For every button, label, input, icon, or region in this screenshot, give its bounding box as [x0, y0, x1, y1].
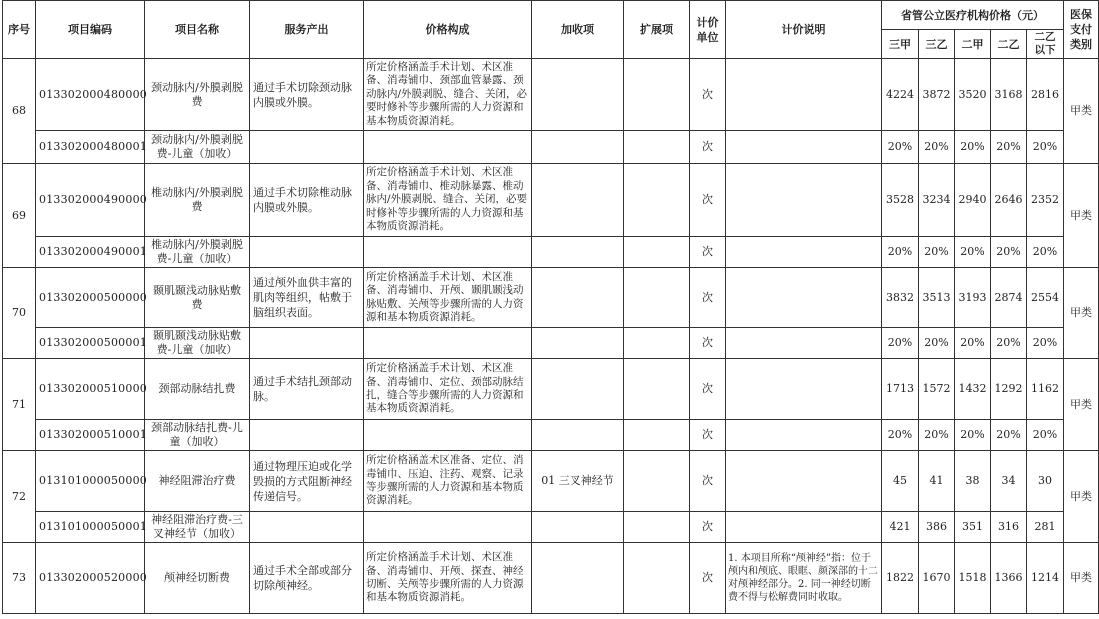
price-composition	[364, 237, 532, 268]
service-output: 通过颅外血供丰富的肌肉等组织，帖敷于脑组织表面。	[250, 268, 364, 328]
price-composition: 所定价格涵盖手术计划、术区准备、消毒铺巾、开颅、颞肌颞浅动脉贴敷、关颅等步骤所需的人力资源和基本物质资源消耗。	[364, 268, 532, 328]
row-seq: 72	[3, 451, 36, 543]
item-code: 013302000500000	[36, 268, 145, 328]
price-level-below-b2: 2352	[1027, 164, 1064, 237]
extension	[624, 268, 690, 328]
item-code: 013302000510001	[36, 420, 145, 451]
surcharge	[532, 268, 624, 328]
price-level-b2: 3168	[991, 59, 1027, 131]
header-seq: 序号	[3, 1, 36, 59]
header-composition: 价格构成	[364, 1, 532, 59]
item-code: 013302000510000	[36, 359, 145, 420]
price-level-b3: 41	[919, 451, 955, 512]
price-level-a2: 1518	[955, 543, 991, 614]
pricing-note	[726, 268, 882, 328]
price-level-a3: 3528	[882, 164, 919, 237]
service-output	[250, 420, 364, 451]
surcharge	[532, 328, 624, 359]
price-level-a2: 20%	[955, 237, 991, 268]
price-level-a3: 20%	[882, 131, 919, 164]
price-level-below-b2: 1162	[1027, 359, 1064, 420]
table-row-sub	[3, 328, 1099, 359]
table-row	[3, 543, 1099, 614]
item-code: 013101000050001	[36, 512, 145, 543]
service-output	[250, 328, 364, 359]
service-output: 通过手术切除颈动脉内膜或外膜。	[250, 59, 364, 131]
pricing-unit: 次	[690, 59, 726, 131]
price-level-b2: 20%	[991, 131, 1027, 164]
price-level-below-b2: 2816	[1027, 59, 1064, 131]
header-level-b3: 三乙	[919, 30, 955, 59]
pricing-unit: 次	[690, 237, 726, 268]
pricing-note	[726, 451, 882, 512]
item-name: 颞肌颞浅动脉贴敷费	[145, 268, 250, 328]
price-level-below-b2: 20%	[1027, 237, 1064, 268]
pricing-unit: 次	[690, 543, 726, 614]
price-level-a3: 1822	[882, 543, 919, 614]
price-level-b3: 20%	[919, 328, 955, 359]
extension	[624, 328, 690, 359]
extension	[624, 359, 690, 420]
price-level-b2: 2874	[991, 268, 1027, 328]
price-composition	[364, 420, 532, 451]
item-name: 颈部动脉结扎费	[145, 359, 250, 420]
price-level-b2: 34	[991, 451, 1027, 512]
service-output: 通过手术切除椎动脉内膜或外膜。	[250, 164, 364, 237]
price-level-b2: 20%	[991, 328, 1027, 359]
extension	[624, 131, 690, 164]
row-seq: 73	[3, 543, 36, 614]
item-code: 013302000520000	[36, 543, 145, 614]
surcharge: 01 三叉神经节	[532, 451, 624, 512]
price-level-a2: 20%	[955, 420, 991, 451]
item-name: 颞肌颞浅动脉贴敷费-儿童（加收）	[145, 328, 250, 359]
price-level-b3: 20%	[919, 237, 955, 268]
table-row	[3, 268, 1099, 328]
pricing-note	[726, 420, 882, 451]
header-surcharge: 加收项	[532, 1, 624, 59]
surcharge	[532, 164, 624, 237]
table-row	[3, 451, 1099, 512]
extension	[624, 237, 690, 268]
price-level-b2: 1292	[991, 359, 1027, 420]
item-name: 椎动脉内/外膜剥脱费-儿童（加收）	[145, 237, 250, 268]
pricing-note: 1. 本项目所称“颅神经”指：位于颅内和颅底、眼眶、颜深部的十二对颅神经部分。2. 同一神经切断费不得与松解费同时收取。	[726, 543, 882, 614]
price-level-below-b2: 20%	[1027, 131, 1064, 164]
price-level-b3: 3513	[919, 268, 955, 328]
price-level-b3: 20%	[919, 131, 955, 164]
header-code: 项目编码	[36, 1, 145, 59]
header-name: 项目名称	[145, 1, 250, 59]
price-composition	[364, 512, 532, 543]
extension	[624, 59, 690, 131]
pricing-note	[726, 164, 882, 237]
extension	[624, 543, 690, 614]
item-code: 013302000480000	[36, 59, 145, 131]
price-level-below-b2: 30	[1027, 451, 1064, 512]
item-name: 颅神经切断费	[145, 543, 250, 614]
pricing-note	[726, 512, 882, 543]
header-note: 计价说明	[726, 1, 882, 59]
insurance-category: 甲类	[1064, 268, 1099, 359]
insurance-category: 甲类	[1064, 543, 1099, 614]
pricing-unit: 次	[690, 131, 726, 164]
price-composition: 所定价格涵盖术区准备、定位、消毒铺巾、压迫、注药、观察、记录等步骤所需的人力资源和基本物质资源消耗。	[364, 451, 532, 512]
item-code: 013302000490001	[36, 237, 145, 268]
table-row	[3, 164, 1099, 237]
insurance-category: 甲类	[1064, 164, 1099, 268]
service-output	[250, 131, 364, 164]
price-level-a3: 4224	[882, 59, 919, 131]
pricing-note	[726, 328, 882, 359]
row-seq: 70	[3, 268, 36, 359]
price-level-a2: 3520	[955, 59, 991, 131]
header-unit: 计价单位	[690, 1, 726, 59]
price-composition: 所定价格涵盖手术计划、术区准备、消毒铺巾、开颅、探查、神经切断、关颅等步骤所需的人力资源和基本物质资源消耗。	[364, 543, 532, 614]
table-row-sub	[3, 420, 1099, 451]
price-level-a3: 20%	[882, 328, 919, 359]
table-row-sub	[3, 512, 1099, 543]
table-row-sub	[3, 237, 1099, 268]
price-level-b3: 1670	[919, 543, 955, 614]
insurance-category: 甲类	[1064, 59, 1099, 164]
item-name: 神经阻滞治疗费-三叉神经节（加收）	[145, 512, 250, 543]
price-level-a2: 3193	[955, 268, 991, 328]
price-level-b2: 20%	[991, 237, 1027, 268]
price-level-a2: 2940	[955, 164, 991, 237]
item-code: 013302000480001	[36, 131, 145, 164]
extension	[624, 420, 690, 451]
row-seq: 68	[3, 59, 36, 164]
surcharge	[532, 59, 624, 131]
row-seq: 69	[3, 164, 36, 268]
price-level-b3: 386	[919, 512, 955, 543]
price-level-below-b2: 1214	[1027, 543, 1064, 614]
pricing-note	[726, 59, 882, 131]
surcharge	[532, 359, 624, 420]
service-output: 通过物理压迫或化学毁损的方式阻断神经传递信号。	[250, 451, 364, 512]
price-level-a3: 421	[882, 512, 919, 543]
price-composition: 所定价格涵盖手术计划、术区准备、消毒铺巾、定位、颈部动脉结扎，缝合等步骤所需的人力资源和基本物质资源消耗。	[364, 359, 532, 420]
item-name: 颈动脉内/外膜剥脱费-儿童（加收）	[145, 131, 250, 164]
header-level-a3: 三甲	[882, 30, 919, 59]
price-composition	[364, 131, 532, 164]
price-level-b3: 1572	[919, 359, 955, 420]
header-insurance: 医保支付类别	[1064, 1, 1099, 59]
pricing-unit: 次	[690, 359, 726, 420]
service-output: 通过手术结扎颈部动脉。	[250, 359, 364, 420]
price-level-a2: 38	[955, 451, 991, 512]
price-level-b3: 20%	[919, 420, 955, 451]
pricing-unit: 次	[690, 268, 726, 328]
price-level-a2: 351	[955, 512, 991, 543]
pricing-unit: 次	[690, 451, 726, 512]
row-seq: 71	[3, 359, 36, 451]
surcharge	[532, 512, 624, 543]
extension	[624, 512, 690, 543]
service-output	[250, 512, 364, 543]
surcharge	[532, 131, 624, 164]
price-level-b2: 316	[991, 512, 1027, 543]
price-level-a3: 45	[882, 451, 919, 512]
pricing-unit: 次	[690, 420, 726, 451]
insurance-category: 甲类	[1064, 359, 1099, 451]
price-level-below-b2: 2554	[1027, 268, 1064, 328]
price-level-b2: 2646	[991, 164, 1027, 237]
price-level-b2: 20%	[991, 420, 1027, 451]
price-level-a3: 1713	[882, 359, 919, 420]
price-table	[2, 0, 1099, 614]
item-code: 013302000500001	[36, 328, 145, 359]
price-level-a3: 20%	[882, 237, 919, 268]
header-service: 服务产出	[250, 1, 364, 59]
header-level-below-b2: 二乙以下	[1027, 30, 1064, 59]
table-row	[3, 59, 1099, 131]
pricing-unit: 次	[690, 512, 726, 543]
pricing-note	[726, 131, 882, 164]
table-row	[3, 359, 1099, 420]
price-level-b3: 3872	[919, 59, 955, 131]
price-level-below-b2: 20%	[1027, 328, 1064, 359]
item-code: 013101000050000	[36, 451, 145, 512]
pricing-note	[726, 359, 882, 420]
price-level-a3: 20%	[882, 420, 919, 451]
item-name: 颈部动脉结扎费-儿童（加收）	[145, 420, 250, 451]
price-level-a2: 20%	[955, 328, 991, 359]
price-level-b3: 3234	[919, 164, 955, 237]
header-extension: 扩展项	[624, 1, 690, 59]
item-name: 椎动脉内/外膜剥脱费	[145, 164, 250, 237]
extension	[624, 451, 690, 512]
price-composition: 所定价格涵盖手术计划、术区准备、消毒铺巾、椎动脉暴露、椎动脉内/外膜剥脱、缝合、关闭，必要时修补等步骤所需的人力资源和基本物质资源消耗。	[364, 164, 532, 237]
pricing-unit: 次	[690, 328, 726, 359]
item-code: 013302000490000	[36, 164, 145, 237]
extension	[624, 164, 690, 237]
price-level-a2: 20%	[955, 131, 991, 164]
service-output	[250, 237, 364, 268]
pricing-unit: 次	[690, 164, 726, 237]
price-level-a2: 1432	[955, 359, 991, 420]
pricing-note	[726, 237, 882, 268]
header-level-a2: 二甲	[955, 30, 991, 59]
price-composition	[364, 328, 532, 359]
surcharge	[532, 237, 624, 268]
price-composition: 所定价格涵盖手术计划、术区准备、消毒铺巾、颈部血管暴露、颈动脉内/外膜剥脱、缝合、关闭，必要时修补等步骤所需的人力资源和基本物质资源消耗。	[364, 59, 532, 131]
item-name: 颈动脉内/外膜剥脱费	[145, 59, 250, 131]
item-name: 神经阻滞治疗费	[145, 451, 250, 512]
price-level-below-b2: 281	[1027, 512, 1064, 543]
service-output: 通过手术全部或部分切除颅神经。	[250, 543, 364, 614]
table-row-sub	[3, 131, 1099, 164]
price-level-a3: 3832	[882, 268, 919, 328]
price-level-b2: 1366	[991, 543, 1027, 614]
price-level-below-b2: 20%	[1027, 420, 1064, 451]
insurance-category: 甲类	[1064, 451, 1099, 543]
header-price-group: 省管公立医疗机构价格（元）	[882, 1, 1064, 30]
surcharge	[532, 543, 624, 614]
surcharge	[532, 420, 624, 451]
header-level-b2: 二乙	[991, 30, 1027, 59]
